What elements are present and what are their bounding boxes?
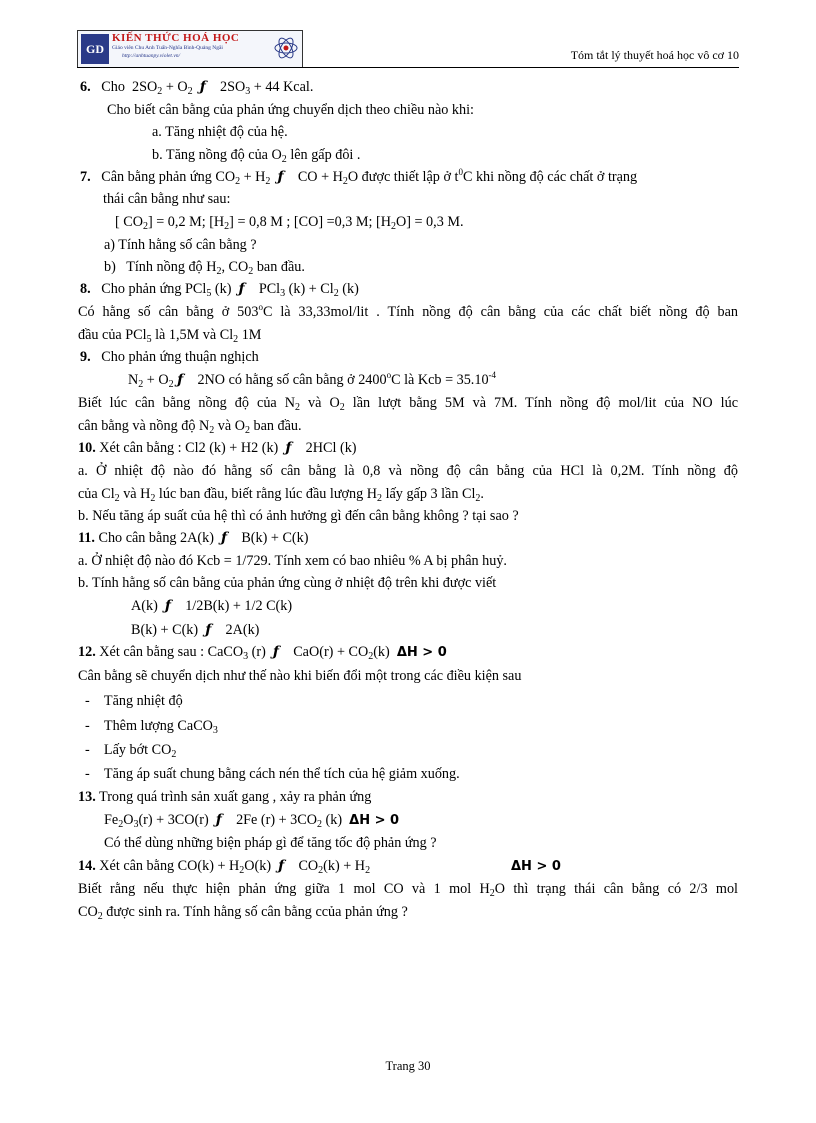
q11-line1: 11. Cho cân bằng 2A(k) ƒ B(k) + C(k) [78,530,309,546]
page-header [77,30,739,68]
atom-icon [273,34,299,62]
q7-line1: 7. Cân bằng phản ứng $CO_2 + H_2$ ƒ CO + $H_2O$ được thiết lập ở $t^0C$ khi nồng độ các chất ở trạng [80,167,638,187]
q9-line1: 9. Cho phản ứng thuận nghịch [80,349,259,365]
q14-line3: $CO_2$ được sinh ra. Tính hằng số cân bằng ccủa phản ứng ? [78,904,408,922]
q10-line1: 10. Xét cân bằng : Cl2 (k) + H2 (k) ƒ 2HCl (k) [78,440,357,456]
q11-line5: B(k) + C(k) ƒ 2A(k) [131,622,260,638]
q14-delta-h: ΔH > 0 [511,859,561,874]
q12-item4: - Tăng áp suất chung bằng cách nén thể tích của hệ giảm xuống. [85,766,460,782]
q8-line1: 8. Cho phản ứng PCl$_5$ (k) ƒ PCl$_3$ $(k) + Cl_2$ (k) [80,281,359,299]
q14-line1: 14. Xét cân bằng $CO(k) + H_2O(k)$ ƒ $CO_2(k) + H_2$ [78,858,371,876]
q14-line2: Biết rằng nếu thực hiện phản ứng giữa 1 mol CO và 1 mol $H_2O$ thì trạng thái cân bằng có 2/3 mol [78,881,738,899]
equilibrium-arrow: ƒ [199,79,206,95]
delta-h: ΔH > 0 [396,645,447,660]
q8-line2: Có hằng số cân bằng ở 503$^o$C là 33,33mol/lit . Tính nồng độ cân bằng của các chất biết nồng độ ban [78,302,738,320]
header-rule [77,67,739,68]
q11-line3: b. Tính hằng số cân bằng của phản ứng cùng ở nhiệt độ trên khi được viết [78,575,497,591]
q7-b: b) Tính nồng độ $H_2$, $CO_2$ ban đầu. [104,259,305,277]
q7-line2: thái cân bằng như sau: [103,191,231,207]
q13-line2: $Fe_2O_3(r) + 3CO(r)$ ƒ 2Fe $(r) + 3CO_2$ (k) ΔH > 0 [104,812,400,830]
q11-line2: a. Ở nhiệt độ nào đó Kcb = 1/729. Tính xem có bao nhiêu % A bị phân huỷ. [78,553,507,569]
q6-line1: 6. Cho $2SO_2 + O_2$ ƒ $2SO_3 + 44$ Kcal. [80,79,314,97]
logo-title: KIẾN THỨC HOÁ HỌC [112,32,240,44]
q10-line4: b. Nếu tăng áp suất của hệ thì có ảnh hưởng gì đến cân bằng không ? tại sao ? [78,508,519,524]
q12-item1: - Tăng nhiệt độ [85,693,183,709]
q13-line1: 13. Trong quá trình sản xuất gang , xảy ra phản ứng [78,789,372,805]
q6-ask: Cho biết cân bằng của phản ứng chuyển dịch theo chiều nào khi: [107,102,474,118]
q10-line2: a. Ở nhiệt độ nào đó hằng số cân bằng là 0,8 và nồng độ cân bằng của HCl là 0,2M. Tính nồng độ [78,463,738,479]
logo-mark: GD [81,34,109,64]
q10-line3: của $Cl_2$ và $H_2$ lúc ban đầu, biết rằng lúc đầu lượng $H_2$ lấy gấp 3 lần $Cl_2$. [78,486,484,504]
q9-line3: Biết lúc cân bằng nồng độ của $N_2$ và $O_2$ lần lượt bằng 5M và 7M. Tính nồng độ mol/lit của NO lúc [78,395,738,413]
q9-line4: cân bằng và nồng độ $N_2$ và $O_2$ ban đầu. [78,418,302,436]
page-number: Trang 30 [385,1059,431,1073]
logo-subtitle: Giáo viên Chu Anh Tuấn-Nghĩa Bình-Quảng Ngãi [112,45,223,51]
q12-item3: - Lấy bớt $CO_2$ [85,742,177,760]
q7-line3: [ $CO_2] = 0,2$ M; $[H_2] = 0,8$ M ; [CO] =0,3 M; $[H_2O] = 0,3$ M. [115,214,464,232]
q12-item2: - Thêm lượng CaCO$_3$ [85,718,218,736]
q7-a: a) Tính hằng số cân bằng ? [104,237,257,253]
q8-line3: đầu của PCl$_5$ là 1,5M và $Cl_2$ 1M [78,327,262,345]
q13-line3: Có thể dùng những biện pháp gì để tăng tốc độ phản ứng ? [104,835,437,851]
document-title: Tóm tắt lý thuyết hoá học vô cơ 10 [570,48,739,62]
logo [77,30,303,68]
q6-b: b. Tăng nồng độ của $O_2$ lên gấp đôi . [152,147,361,165]
q6-a: a. Tăng nhiệt độ của hệ. [152,124,288,140]
q12-line1: 12. Xét cân bằng sau : CaCO$_3$ (r) ƒ $CaO(r) + CO_2(k) \Delta H > 0$ [78,644,447,662]
q9-line2: $N_2 + O_2$ ƒ 2NO có hằng số cân bằng ở 2400$^o$C là Kcb = $35.10^{-4}$ [128,370,497,390]
q11-line4: A(k) ƒ 1/2B(k) + 1/2 C(k) [131,598,293,614]
logo-url: http://anhtuanpy.violet.vn/ [122,53,181,59]
q12-line2: Cân bằng sẽ chuyển dịch như thế nào khi biến đổi một trong các điều kiện sau [78,668,522,684]
